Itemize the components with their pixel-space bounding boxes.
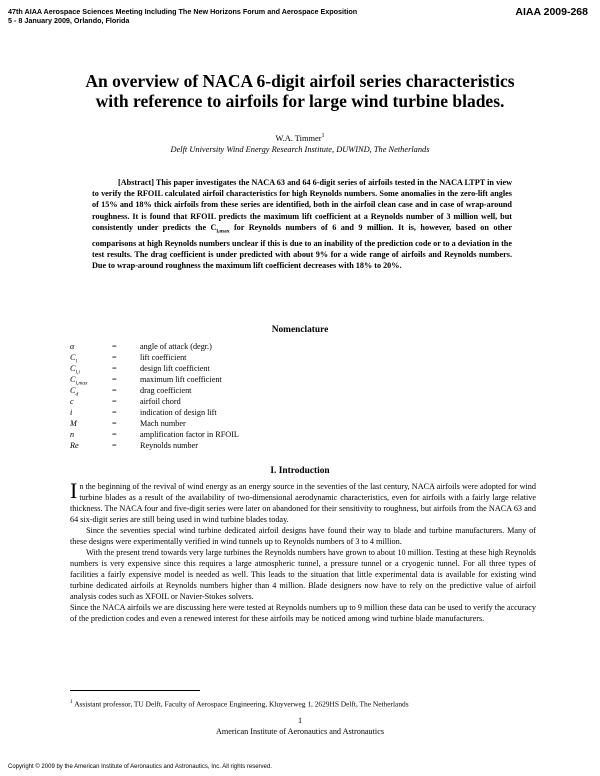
nomenclature-equals: = (112, 419, 117, 428)
nomenclature-symbol: C (70, 364, 76, 373)
nomenclature-equals: = (112, 397, 117, 406)
nomenclature-equals: = (112, 364, 117, 373)
paper-number: AIAA 2009-268 (515, 6, 588, 18)
abstract-text: This paper investigates the NACA 63 and 64 6-digit series of airfoils tested in the NACA LTPT in view to verify the RFOIL calculated airfoil characteristics for high Reynolds numbers. Some anomalies in the zero-lift angles of 15% and 18% thick airfoils from these series are identified, both in the airfoil clean case and in case of wrap-around roughness. It is found that RFOIL predicts the maximum lift coefficient at a Reynolds number of 3 million well, but consistently under predicts the C (92, 178, 512, 232)
title-line-1: An overview of NACA 6-digit airfoil series characteristics (85, 71, 515, 91)
abstract (92, 177, 512, 271)
nomenclature-entry (70, 352, 330, 363)
nomenclature-symbol-sub: l,i (75, 369, 80, 376)
nomenclature-entry (70, 407, 330, 418)
nomenclature-symbol: i (70, 408, 73, 417)
nomenclature-symbol: α (70, 342, 75, 351)
page-number: 1 (297, 716, 303, 725)
introduction-body (70, 478, 536, 624)
conference-name: 47th AIAA Aerospace Sciences Meeting Including The New Horizons Forum and Aerospace Exposition (8, 7, 358, 16)
nomenclature-symbol-sub: l,max (75, 380, 88, 387)
author-affiliation: Delft University Wind Energy Research Institute, DUWIND, The Netherlands (170, 144, 430, 154)
nomenclature-definition: design lift coefficient (140, 364, 210, 373)
intro-dropcap: I (70, 478, 78, 503)
footnote-text: Assistant professor, TU Delft, Faculty of Aerospace Engineering, Kluyverweg 1, 2629HS Delft, The Netherlands (72, 699, 409, 709)
intro-paragraph-3: With the present trend towards very large turbines the Reynolds numbers have grown to about 10 million. Testing at these high Reynolds numbers is very expensive since this requires a large atmospheric tunnel, a pressure tunnel or a cryogenic tunnel. For all three types of facilities a fairly expensive model is needed as well. This leads to the situation that little experimental data is available for existing wind turbine dedicated airfoils at Reynolds numbers higher than 4 million. Blade designers now have to rely on the predictive value of airfoil analysis codes such as XFOIL or Navier-Stokes solvers. (70, 548, 536, 601)
author-name: W.A. Timmer (275, 133, 322, 143)
nomenclature-equals: = (112, 430, 117, 439)
nomenclature-symbol: Re (70, 441, 79, 450)
footnote (70, 698, 540, 708)
nomenclature-equals: = (112, 441, 117, 450)
nomenclature-heading: Nomenclature (271, 325, 329, 335)
nomenclature-definition: maximum lift coefficient (140, 375, 222, 384)
nomenclature-definition: Mach number (140, 419, 186, 428)
abstract-subscript: l,max (216, 228, 230, 235)
intro-paragraph-1 (70, 478, 536, 525)
conference-date-location: 5 - 8 January 2009, Orlando, Florida (8, 16, 130, 25)
footer-institute: American Institute of Aeronautics and Astronautics (215, 727, 385, 736)
nomenclature-equals: = (112, 375, 117, 384)
nomenclature-symbol: C (70, 353, 76, 362)
nomenclature-symbol: C (70, 375, 76, 384)
nomenclature-entry (70, 418, 330, 429)
introduction-heading: I. Introduction (270, 466, 330, 476)
copyright-notice: Copyright © 2009 by the American Institute of Aeronautics and Astronautics, Inc. All rights reserved. (8, 764, 272, 770)
conference-header (8, 7, 357, 25)
nomenclature-symbol-sub: d (75, 391, 79, 398)
nomenclature-symbol-sub: l (75, 358, 77, 365)
intro-paragraph-2: Since the seventies special wind turbine dedicated airfoil designs have found their way to blade and turbine manufacturers. Many of these designs were experimentally verified in wind tunnels up to Reynolds numbers of 3 to 4 million. (70, 526, 536, 546)
title-line-2: with reference to airfoils for large wind turbine blades. (95, 91, 505, 111)
nomenclature-symbol: C (70, 386, 76, 395)
nomenclature-definition: Reynolds number (140, 441, 198, 450)
nomenclature-definition: indication of design lift (140, 408, 217, 417)
nomenclature-list (70, 341, 330, 451)
abstract-label: [Abstract] (118, 178, 154, 187)
nomenclature-symbol: c (70, 397, 74, 406)
abstract-text-continued: for Reynolds numbers of 6 and 9 million. It is, however, based on other comparisons at high Reynolds numbers unclear if this is due to an inability of the prediction code or to a deviation in the test results. The drag coefficient is under predicted with about 9% for a wide range of airfoils and Reynolds numbers. Due to wrap-around roughness the maximum lift coefficient decreases with 18% to 20%. (92, 222, 513, 271)
footnote-divider (70, 690, 200, 691)
nomenclature-equals: = (112, 408, 117, 417)
nomenclature-entry (70, 374, 330, 385)
nomenclature-definition: lift coefficient (140, 353, 187, 362)
footnote-mark: 1 (70, 699, 73, 705)
nomenclature-equals: = (112, 342, 117, 351)
author-block (40, 131, 560, 155)
nomenclature-definition: airfoil chord (140, 397, 181, 406)
nomenclature-definition: angle of attack (degr.) (140, 342, 212, 351)
nomenclature-entry (70, 363, 330, 374)
author-footnote-mark: 1 (321, 133, 325, 139)
nomenclature-equals: = (112, 353, 117, 362)
nomenclature-entry (70, 429, 330, 440)
nomenclature-equals: = (112, 386, 117, 395)
nomenclature-entry (70, 341, 330, 352)
nomenclature-entry (70, 385, 330, 396)
nomenclature-definition: amplification factor in RFOIL (140, 430, 239, 439)
nomenclature-entry (70, 396, 330, 407)
intro-paragraph-1-text: n the beginning of the revival of wind energy as an energy source in the seventies of the last century, NACA airfoils were adopted for wind turbine blades as a result of the availability of two-dimensional aerodynamic characteristics, even for airfoils with a fairly large relative thickness. The NACA four and five-digit series were later on abandoned for their sensitivity to roughness, but airfoils from the NACA 63 and 64 six-digit series are still being used in wind turbine blades today. (70, 482, 536, 524)
nomenclature-entry (70, 440, 330, 451)
intro-paragraph-4: Since the NACA airfoils we are discussing here were tested at Reynolds numbers up to 9 million these data can be used to verify the accuracy of the prediction codes and even a renewed interest for these airfoils may be noticed among wind turbine blade manufacturers. (70, 603, 536, 623)
nomenclature-definition: drag coefficient (140, 386, 192, 395)
nomenclature-symbol: M (70, 419, 77, 428)
nomenclature-symbol: n (70, 430, 75, 439)
paper-title (40, 71, 560, 111)
